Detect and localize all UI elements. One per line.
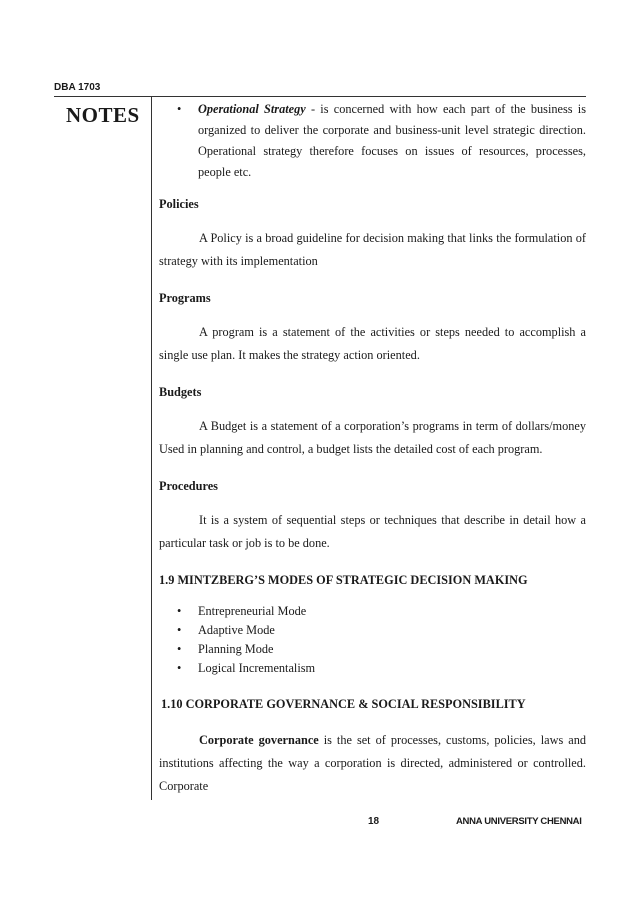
- programs-text: A program is a statement of the activities or steps needed to accomplish a single use plan. It makes the strategy action oriented.: [159, 325, 586, 362]
- list-item: • Planning Mode: [159, 640, 586, 659]
- operational-text: - is concerned with how each part of the business is organized to deliver the corporate and business-unit level strategic direction. Operational strategy therefore focuses on issues of resources, processes, people etc.: [198, 102, 586, 179]
- margin-rule: [151, 97, 152, 800]
- list-item: • Adaptive Mode: [159, 621, 586, 640]
- list-item: • Logical Incrementalism: [159, 659, 586, 678]
- list-item: • Entrepreneurial Mode: [159, 602, 586, 621]
- policies-text: A Policy is a broad guideline for decision making that links the formulation of strategy with its implementation: [159, 231, 586, 268]
- budgets-heading: Budgets: [159, 385, 202, 399]
- header-code: DBA 1703: [54, 82, 101, 93]
- procedures-text: It is a system of sequential steps or techniques that describe in detail how a particular task or job is to be done.: [159, 513, 586, 550]
- bullet-icon: •: [177, 642, 182, 656]
- budgets-text: A Budget is a statement of a corporation’s programs in term of dollars/money Used in planning and control, a budget lists the detailed cost of each program.: [159, 419, 586, 456]
- operational-strategy-item: [159, 99, 586, 183]
- bullet-icon: •: [177, 604, 182, 618]
- procedures-heading: Procedures: [159, 479, 218, 493]
- mintzberg-heading: 1.9 MINTZBERG’S MODES OF STRATEGIC DECISION MAKING: [159, 573, 528, 587]
- modes-list: [159, 602, 586, 678]
- bullet-icon: •: [177, 623, 182, 637]
- governance-term: Corporate governance: [199, 733, 319, 747]
- notes-label: NOTES: [66, 103, 140, 127]
- bullet-icon: •: [177, 661, 182, 675]
- operational-term: Operational Strategy: [198, 102, 306, 116]
- governance-text: Corporate governance is the set of processes, customs, policies, laws and institutions affecting the way a corporation is directed, administered or controlled. Corporate: [159, 733, 586, 793]
- governance-heading: 1.10 CORPORATE GOVERNANCE & SOCIAL RESPONSIBILITY: [161, 697, 526, 711]
- bullet-icon: •: [177, 102, 182, 116]
- page-number: 18: [368, 816, 380, 827]
- programs-heading: Programs: [159, 291, 211, 305]
- main-column: [159, 96, 586, 798]
- policies-heading: Policies: [159, 197, 199, 211]
- university-name: ANNA UNIVERSITY CHENNAI: [456, 816, 582, 827]
